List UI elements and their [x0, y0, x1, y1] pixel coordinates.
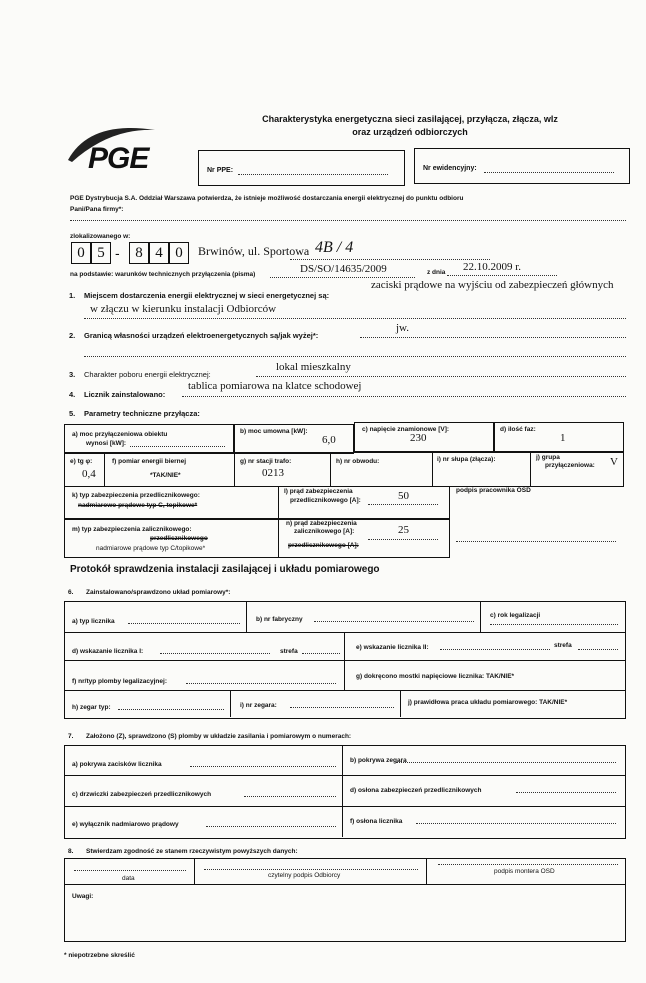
seal-clock-label: b) pokrywa zegara [350, 757, 407, 764]
meter-reading1-label: d) wskazanie licznika I: [72, 648, 144, 655]
param-row2-divider [530, 452, 531, 486]
seals-col-line [342, 745, 343, 837]
item2-number: 2. [69, 331, 76, 340]
protocol-title: Protokół sprawdzenia instalacji zasilającej i układu pomiarowego [70, 564, 380, 575]
postal-dash: - [115, 245, 120, 261]
param-row3-divider [278, 486, 279, 519]
evid-label: Nr ewidencyjny: [423, 165, 477, 172]
seals-row-line [64, 775, 626, 776]
param-l-field[interactable] [368, 504, 438, 505]
param-row2-divider [330, 452, 331, 486]
remarks-label: Uwagi: [72, 893, 94, 900]
seals-row-line [64, 806, 626, 807]
meter-reading1-field[interactable] [160, 653, 270, 654]
meter-col-line [246, 601, 247, 632]
meter-row-line [64, 690, 626, 691]
fitter-signature-field[interactable] [438, 864, 618, 865]
house-number: 4B / 4 [315, 239, 354, 256]
param-row4 [64, 518, 450, 558]
meter-serial-field[interactable] [314, 621, 474, 622]
form-title-line1: Charakterystyka energetyczna sieci zasilającej, przyłącza, złącza, wlz [262, 114, 558, 124]
meter-reading2-field[interactable] [440, 649, 550, 650]
param-d-value: 1 [560, 432, 566, 444]
seal-terminal-label: a) pokrywa zacisków licznika [72, 761, 162, 768]
client-signature-label: czytelny podpis Odbiorcy [268, 872, 341, 879]
param-j-label1: j) grupa [536, 454, 560, 461]
signature-col-line [426, 858, 427, 884]
seal-number-label: f) nr/typ plomby legalizacyjnej: [72, 678, 167, 685]
seal-meter-cover-label: f) osłona licznika [350, 818, 403, 825]
param-k-label2: nadmiarowo prądowe typ C, topikowe* [78, 502, 198, 509]
item3-field[interactable] [256, 376, 626, 377]
seal-breaker-label: e) wyłącznik nadmiarowo prądowy [72, 821, 179, 828]
date-label: z dnia [427, 269, 446, 276]
item4-value: tablica pomiarowa na klatce schodowej [188, 380, 362, 392]
postal-digit: 8 [129, 242, 149, 264]
clock-type-field[interactable] [118, 709, 224, 710]
signature-row-line [64, 884, 626, 885]
intro-line1: PGE Dystrybucja S.A. Oddział Warszawa potwierdza, że istnieje możliwość dostarczania energii elektrycznej do punktu odbioru [70, 195, 464, 202]
param-row2-divider [104, 452, 105, 486]
meter-zone2-label: strefa [554, 642, 572, 649]
param-n-label1: n) prąd zabezpieczenia [286, 520, 357, 527]
seal-breaker-field[interactable] [206, 826, 336, 827]
date-field[interactable] [447, 275, 557, 276]
seal-cover-label: d) osłona zabezpieczeń przedlicznikowych [350, 787, 482, 794]
param-row2-divider [234, 452, 235, 486]
param-b-value: 6,0 [322, 434, 336, 446]
param-g-label: g) nr stacji trafo: [240, 458, 292, 465]
date-signature-field[interactable] [74, 870, 186, 871]
param-d-label: d) ilość faz: [500, 426, 536, 433]
param-f-label1: f) pomiar energii biernej [112, 458, 187, 465]
clock-number-field[interactable] [290, 707, 394, 708]
meter-reading2-label: e) wskazanie licznika II: [356, 644, 429, 651]
item4-label: Licznik zainstalowano: [84, 390, 166, 399]
signature-col-line [194, 858, 195, 884]
meter-serial-label: b) nr fabryczny [256, 616, 303, 623]
postal-digit: 0 [169, 242, 189, 264]
param-a-label1: a) moc przyłączeniowa obiektu [72, 431, 168, 438]
address-label: zlokalizowanego w: [70, 233, 131, 240]
seal-number-field[interactable] [186, 683, 336, 684]
item2-label: Granicą własności urządzeń elektroenergetycznych są/jak wyżej*: [84, 331, 319, 340]
param-m-label1: m) typ zabezpieczenia zalicznikowego: [72, 526, 192, 533]
metering-ok-label: j) prawidłowa praca układu pomiarowego: TAK/NIE* [408, 699, 568, 706]
item3-label: Charakter poboru energii elektrycznej: [84, 370, 211, 379]
param-m-label3: nadmiarowe prądowe typ C/topikowe* [96, 545, 206, 552]
param-n-value: 25 [398, 524, 409, 536]
footnote: * niepotrzebne skreślić [64, 952, 135, 959]
param-f-label2: *TAK/NIE* [150, 472, 181, 479]
seal-door-label: c) drzwiczki zabezpieczeń przedlicznikowych [72, 791, 212, 798]
ppe-field[interactable] [238, 174, 388, 175]
seal-terminal-field[interactable] [190, 766, 336, 767]
param-j-label2: przyłączeniowa: [545, 462, 595, 469]
meter-col-line [400, 690, 401, 717]
item2-field-extra[interactable] [84, 356, 626, 357]
voltage-bridges-label: g) dokręcono mostki napięciowe licznika: TAK/NIE* [356, 673, 515, 680]
meter-type-label: a) typ licznika [72, 618, 115, 625]
meter-type-field[interactable] [128, 623, 240, 624]
item1-label: Miejscem dostarczenia energii elektrycznej w sieci energetycznej są: [84, 291, 330, 300]
item1-field[interactable] [84, 318, 626, 319]
meter-col-line [344, 632, 345, 690]
ppe-label: Nr PPE: [207, 167, 234, 174]
meter-col-line [230, 690, 231, 717]
param-c-value: 230 [410, 432, 427, 444]
param-n-field[interactable] [368, 539, 438, 540]
item3-number: 3. [69, 370, 76, 379]
osd-signature-field[interactable] [456, 541, 616, 542]
param-a-field[interactable] [130, 446, 225, 447]
param-row2-divider [432, 452, 433, 486]
item5-label: Parametry techniczne przyłącza: [84, 409, 200, 418]
clock-type-label: h) zegar typ: [72, 704, 111, 711]
evid-field[interactable] [484, 172, 614, 173]
meter-year-field[interactable] [490, 624, 618, 625]
item4-number: 4. [69, 390, 76, 399]
param-e-label: e) tg φ: [70, 458, 93, 465]
date-signature-label: data [122, 875, 135, 882]
section8-number: 8. [68, 848, 74, 855]
seal-clock-field[interactable] [396, 762, 616, 763]
postal-digit: 0 [71, 242, 91, 264]
section6-number: 6. [68, 589, 74, 596]
meter-zone1-field[interactable] [302, 653, 340, 654]
meter-row-line [64, 660, 626, 661]
fitter-signature-label: podpis montera OSD [494, 868, 555, 875]
meter-zone1-label: strefa [280, 648, 298, 655]
item4-field[interactable] [182, 396, 626, 397]
param-box-a [64, 424, 234, 454]
osd-signature-label: podpis pracownika OSD [456, 487, 531, 494]
address-field[interactable] [290, 259, 490, 260]
item1-number: 1. [69, 291, 76, 300]
street-value: Brwinów, ul. Sportowa [198, 244, 310, 258]
postal-digit: 4 [149, 242, 169, 264]
form-title [200, 113, 620, 139]
pge-logo [60, 110, 170, 185]
param-n-label3: przedlicznikowego [A]: [288, 542, 359, 549]
meter-col-line [480, 601, 481, 632]
seal-door-field[interactable] [244, 796, 336, 797]
item3-value: lokal mieszkalny [276, 361, 351, 373]
param-l-value: 50 [398, 490, 409, 502]
intro-line2: Pani/Pana firmy*: [70, 206, 124, 213]
item2-field[interactable] [360, 337, 626, 338]
param-i-label: i) nr słupa (złącza): [437, 456, 496, 463]
item1-value-b: w złączu w kierunku instalacji Odbiorców [90, 303, 277, 315]
section7-label: Założono (Z), sprawdzono (S) plomby w układzie zasilania i pomiarowym o numerach: [86, 733, 352, 740]
client-name-field[interactable] [70, 220, 626, 221]
section7-number: 7. [68, 733, 74, 740]
param-m-label2: przedlicznikowego [150, 535, 208, 542]
section6-label: Zainstalowano/sprawdzono układ pomiarowy*: [86, 589, 231, 596]
item2-value: jw. [396, 322, 410, 334]
client-signature-field[interactable] [204, 869, 418, 870]
basis-value: DS/SO/14635/2009 [300, 263, 387, 275]
seal-cover-field[interactable] [516, 792, 616, 793]
basis-label: na podstawie: warunków technicznych przyłączenia (pisma) [70, 271, 256, 278]
basis-field[interactable] [270, 277, 415, 278]
logo-text: PGE [88, 142, 149, 175]
param-j-value: V [610, 456, 618, 468]
item1-value-a: zaciski prądowe na wyjściu od zabezpieczeń głównych [371, 279, 614, 291]
postal-digit: 5 [91, 242, 111, 264]
seal-meter-cover-field[interactable] [416, 823, 616, 824]
meter-year-label: c) rok legalizacji [490, 612, 541, 619]
section8-label: Stwierdzam zgodność ze stanem rzeczywistym powyższych danych: [86, 848, 298, 855]
param-c-label: c) napięcie znamionowe [V]: [362, 426, 450, 433]
meter-zone2-field[interactable] [578, 649, 618, 650]
param-n-label2: zalicznikowego [A]: [294, 528, 355, 535]
param-l-label2: przedlicznikowego [A]: [290, 497, 361, 504]
param-row4-divider [278, 518, 279, 557]
param-b-label: b) moc umowna [kW]: [240, 428, 308, 435]
param-a-label2: wynosi [kW]: [86, 440, 127, 447]
param-h-label: h) nr obwodu: [336, 458, 380, 465]
form-title-line2: oraz urządzeń odbiorczych [352, 127, 468, 137]
meter-row-line [64, 632, 626, 633]
param-g-value: 0213 [262, 467, 284, 479]
param-e-value: 0,4 [82, 468, 96, 480]
date-value: 22.10.2009 r. [463, 261, 522, 273]
item5-number: 5. [69, 409, 76, 418]
clock-number-label: i) nr zegara: [240, 702, 277, 709]
param-l-label1: l) prąd zabezpieczenia [284, 488, 353, 495]
param-k-label1: k) typ zabezpieczenia przedlicznikowego: [72, 492, 200, 499]
